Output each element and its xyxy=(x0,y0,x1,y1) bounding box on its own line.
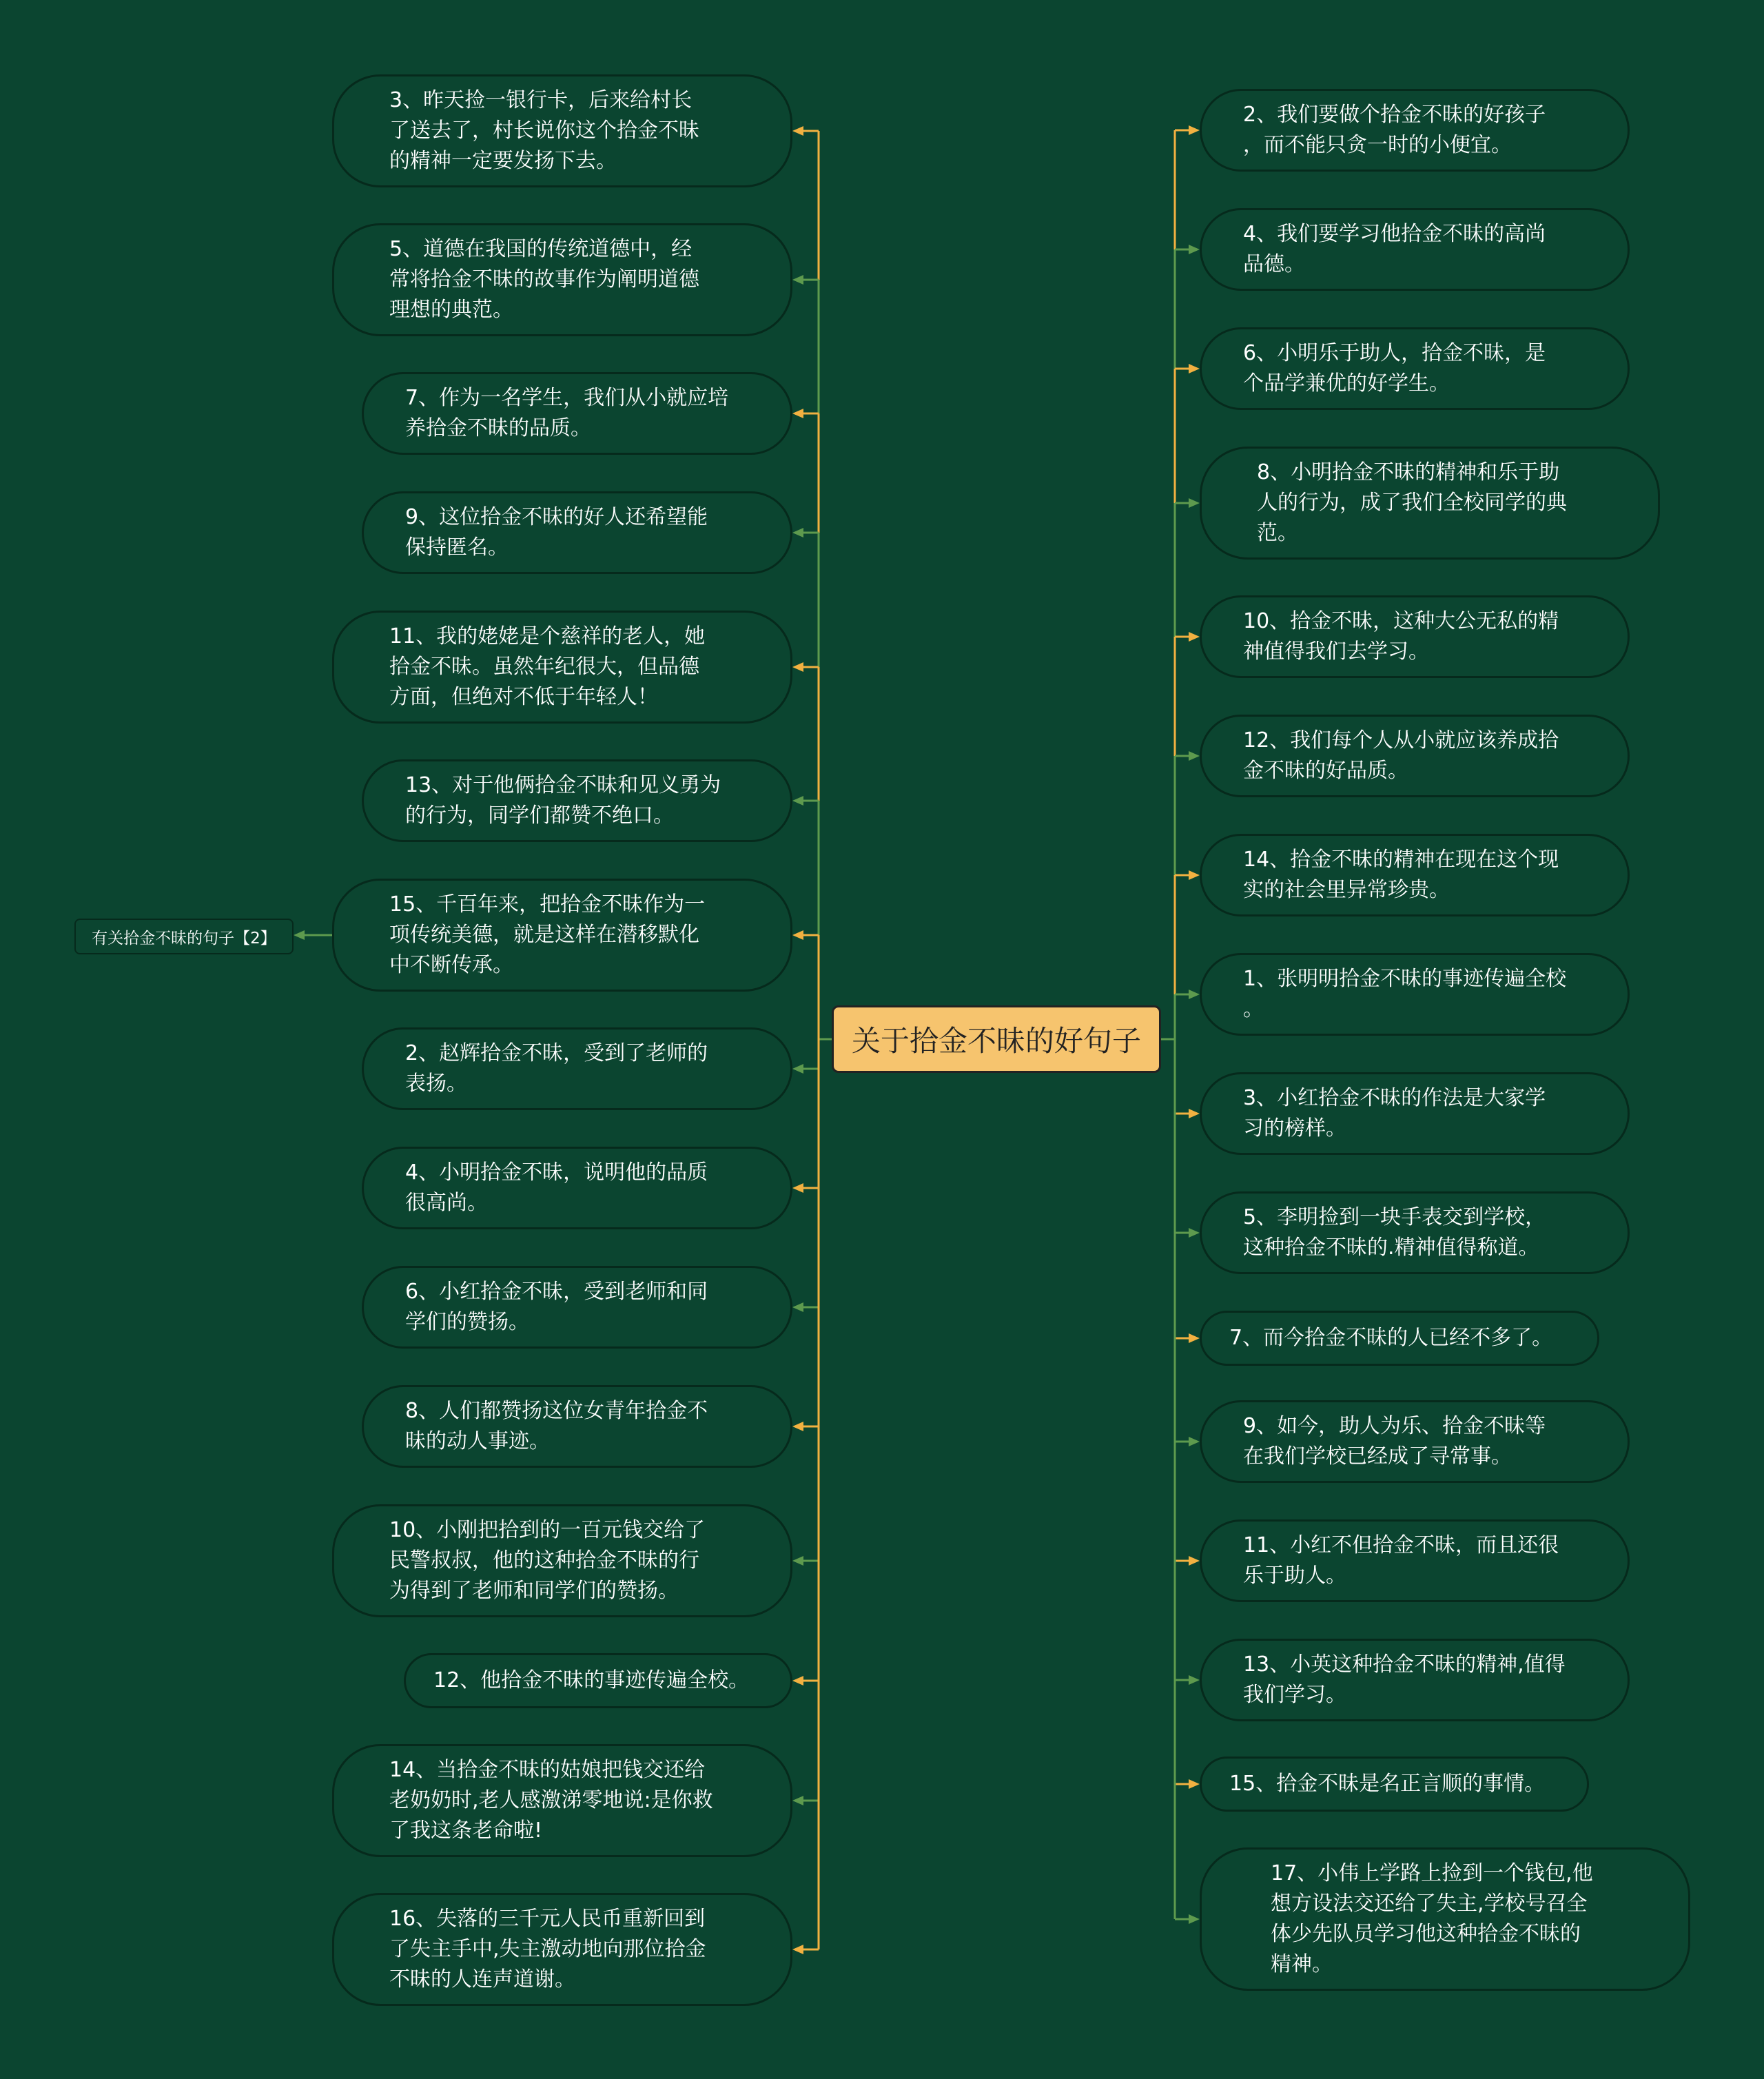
left-node-text: 8、人们都赞扬这位女青年拾金不 昧的动人事迹。 xyxy=(405,1399,708,1453)
left-node-text: 11、我的姥姥是个慈祥的老人，她 拾金不昧。虽然年纪很大，但品德 方面，但绝对不低于年轻人！ xyxy=(389,624,706,709)
right-node-text: 1、张明明拾金不昧的事迹传遍全校 。 xyxy=(1243,967,1567,1021)
left-node-text: 7、作为一名学生，我们从小就应培 养拾金不昧的品质。 xyxy=(405,386,729,440)
left-node[interactable] xyxy=(362,491,792,574)
arrow-head xyxy=(792,126,803,136)
arrow-head xyxy=(1189,990,1200,999)
right-node[interactable] xyxy=(1200,1519,1630,1602)
right-node-text: 11、小红不但拾金不昧，而且还很 乐于助人。 xyxy=(1243,1533,1559,1588)
side-arrow-head xyxy=(294,930,305,940)
arrow-head xyxy=(1189,1228,1200,1238)
right-node-text: 12、我们每个人从小就应该养成拾 金不昧的好品质。 xyxy=(1243,728,1559,783)
arrow-head xyxy=(792,409,803,418)
right-node[interactable] xyxy=(1200,1072,1630,1155)
right-node[interactable] xyxy=(1200,1191,1630,1274)
right-node-text: 14、拾金不昧的精神在现在这个现 实的社会里异常珍贵。 xyxy=(1243,848,1559,902)
left-node[interactable] xyxy=(404,1653,792,1708)
right-node[interactable] xyxy=(1200,953,1630,1036)
right-node[interactable] xyxy=(1200,1311,1599,1366)
right-node[interactable] xyxy=(1200,327,1630,410)
left-node-text: 2、赵辉拾金不昧，受到了老师的 表扬。 xyxy=(405,1041,708,1096)
left-node[interactable] xyxy=(332,223,792,336)
right-node-text: 10、拾金不昧，这种大公无私的精 神值得我们去学习。 xyxy=(1243,609,1559,664)
arrow-head xyxy=(792,1676,803,1686)
arrow-head xyxy=(1189,751,1200,761)
arrow-head xyxy=(792,275,803,285)
arrow-head xyxy=(1189,1914,1200,1924)
right-node-text: 17、小伟上学路上捡到一个钱包,他 想方设法交还给了失主,学校号召全 体少先队员学习他这种拾金不昧的 精神。 xyxy=(1271,1861,1593,1976)
side-topic-label: 有关拾金不昧的句子【2】 xyxy=(92,929,276,948)
left-node[interactable] xyxy=(332,1504,792,1617)
arrow-head xyxy=(792,796,803,806)
left-node-text: 15、千百年来，把拾金不昧作为一 项传统美德，就是这样在潜移默化 中不断传承。 xyxy=(389,892,706,977)
arrow-head xyxy=(1189,632,1200,642)
arrow-head xyxy=(1189,1556,1200,1566)
arrow-head xyxy=(792,930,803,940)
right-node-text: 7、而今拾金不昧的人已经不多了。 xyxy=(1229,1326,1553,1350)
arrow-head xyxy=(1189,1109,1200,1118)
left-node[interactable] xyxy=(362,1027,792,1110)
left-node[interactable] xyxy=(332,1893,792,2006)
left-node-text: 12、他拾金不昧的事迹传遍全校。 xyxy=(433,1668,750,1692)
arrow-head xyxy=(1189,125,1200,135)
arrow-head xyxy=(1189,870,1200,880)
right-node-text: 2、我们要做个拾金不昧的好孩子 ，而不能只贪一时的小便宜。 xyxy=(1243,103,1546,157)
left-node-text: 16、失落的三千元人民币重新回到 了失主手中,失主激动地向那位拾金 不昧的人连声道谢。 xyxy=(389,1907,706,1991)
left-node-text: 5、道德在我国的传统道德中，经 常将拾金不昧的故事作为阐明道德 理想的典范。 xyxy=(389,237,699,322)
left-node-text: 10、小刚把拾到的一百元钱交给了 民警叔叔，他的这种拾金不昧的行 为得到了老师和同学们的赞扬。 xyxy=(389,1518,706,1603)
arrow-head xyxy=(792,1183,803,1193)
arrow-head xyxy=(1189,498,1200,508)
left-node-text: 3、昨天捡一银行卡，后来给村长 了送去了，村长说你这个拾金不昧 的精神一定要发扬下去。 xyxy=(389,88,699,173)
left-node[interactable] xyxy=(362,372,792,455)
arrow-head xyxy=(792,1302,803,1312)
right-node-text: 5、李明捡到一块手表交到学校， 这种拾金不昧的.精神值得称道。 xyxy=(1243,1205,1546,1260)
right-node[interactable] xyxy=(1200,447,1660,560)
root-topic[interactable] xyxy=(832,1005,1161,1073)
left-node-text: 9、这位拾金不昧的好人还希望能 保持匿名。 xyxy=(405,505,708,560)
left-node[interactable] xyxy=(332,611,792,724)
arrow-head xyxy=(792,1422,803,1431)
right-node-text: 15、拾金不昧是名正言顺的事情。 xyxy=(1229,1772,1546,1796)
right-node-text: 6、小明乐于助人，拾金不昧，是 个品学兼优的好学生。 xyxy=(1243,341,1546,396)
right-node-text: 4、我们要学习他拾金不昧的高尚 品德。 xyxy=(1243,222,1546,276)
left-node-text: 13、对于他俩拾金不昧和见义勇为 的行为，同学们都赞不绝口。 xyxy=(405,773,721,828)
arrow-head xyxy=(792,1796,803,1805)
arrow-head xyxy=(1189,1779,1200,1789)
right-node[interactable] xyxy=(1200,89,1630,172)
left-node[interactable] xyxy=(332,1744,792,1857)
left-node-text: 6、小红拾金不昧，受到老师和同 学们的赞扬。 xyxy=(405,1280,708,1334)
left-node[interactable] xyxy=(332,74,792,187)
left-node[interactable] xyxy=(362,759,792,842)
right-node-text: 9、如今，助人为乐、拾金不昧等 在我们学校已经成了寻常事。 xyxy=(1243,1414,1546,1468)
arrow-head xyxy=(1189,364,1200,373)
arrow-head xyxy=(1189,245,1200,254)
right-node[interactable] xyxy=(1200,1757,1589,1812)
right-node[interactable] xyxy=(1200,595,1630,678)
left-node[interactable] xyxy=(362,1385,792,1468)
left-node[interactable] xyxy=(362,1266,792,1349)
right-node[interactable] xyxy=(1200,208,1630,291)
right-node[interactable] xyxy=(1200,834,1630,916)
side-topic[interactable] xyxy=(74,919,294,954)
right-node-text: 8、小明拾金不昧的精神和乐于助 人的行为，成了我们全校同学的典 范。 xyxy=(1257,460,1567,545)
arrow-head xyxy=(1189,1333,1200,1343)
right-node[interactable] xyxy=(1200,1847,1690,1991)
arrow-head xyxy=(792,1064,803,1074)
left-node[interactable] xyxy=(362,1147,792,1229)
arrow-head xyxy=(792,528,803,537)
arrow-head xyxy=(1189,1437,1200,1446)
right-node-text: 3、小红拾金不昧的作法是大家学 习的榜样。 xyxy=(1243,1086,1546,1140)
left-node-text: 14、当拾金不昧的姑娘把钱交还给 老奶奶时,老人感激涕零地说:是你救 了我这条老命啦! xyxy=(389,1758,713,1843)
right-node[interactable] xyxy=(1200,1400,1630,1483)
arrow-head xyxy=(1189,1675,1200,1685)
arrow-head xyxy=(792,1556,803,1566)
right-node[interactable] xyxy=(1200,715,1630,797)
right-node-text: 13、小英这种拾金不昧的精神,值得 我们学习。 xyxy=(1243,1652,1566,1707)
right-node[interactable] xyxy=(1200,1639,1630,1721)
arrow-head xyxy=(792,662,803,672)
left-node-text: 4、小明拾金不昧，说明他的品质 很高尚。 xyxy=(405,1160,708,1215)
root-topic-label: 关于拾金不昧的好句子 xyxy=(851,1024,1141,1058)
arrow-head xyxy=(792,1945,803,1954)
left-node[interactable] xyxy=(332,879,792,992)
